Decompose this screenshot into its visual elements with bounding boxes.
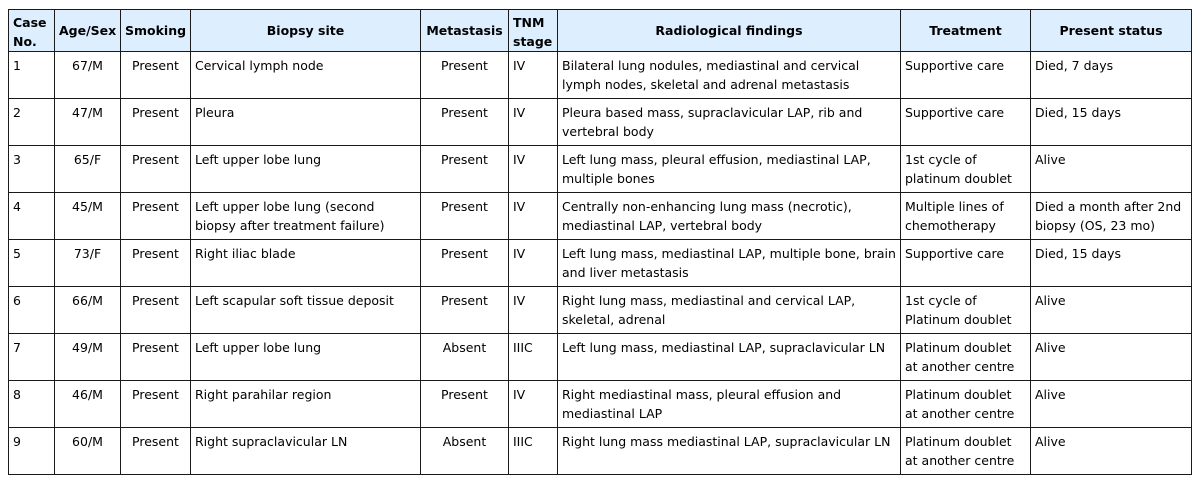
table-row: [9, 287, 1192, 334]
cell-treatment: Supportive care: [901, 240, 1031, 287]
cell-radiological-findings: Bilateral lung nodules, mediastinal and cervical lymph nodes, skeletal and adrenal metastasis: [558, 52, 901, 99]
header-radiological-findings: Radiological findings: [558, 10, 901, 52]
cell-present-status: Died a month after 2nd biopsy (OS, 23 mo): [1031, 193, 1192, 240]
cell-tnm-stage: IIIC: [509, 428, 558, 475]
cell-biopsy-site: Left scapular soft tissue deposit: [191, 287, 421, 334]
table-container: [8, 9, 1192, 475]
cell-radiological-findings: Right mediastinal mass, pleural effusion and mediastinal LAP: [558, 381, 901, 428]
cell-tnm-stage: IV: [509, 99, 558, 146]
cell-case: 6: [9, 287, 55, 334]
cell-treatment: Platinum doublet at another centre: [901, 334, 1031, 381]
cell-tnm-stage: IV: [509, 381, 558, 428]
cell-metastasis: Present: [421, 193, 509, 240]
table-body: [9, 52, 1192, 475]
cell-smoking: Present: [121, 146, 191, 193]
cell-case: 3: [9, 146, 55, 193]
table-row: [9, 146, 1192, 193]
header-metastasis: Metastasis: [421, 10, 509, 52]
cell-radiological-findings: Left lung mass, pleural effusion, mediastinal LAP, multiple bones: [558, 146, 901, 193]
cell-case: 7: [9, 334, 55, 381]
cell-present-status: Alive: [1031, 146, 1192, 193]
header-tnm-stage: TNM stage: [509, 10, 558, 52]
table-row: [9, 99, 1192, 146]
cell-metastasis: Present: [421, 99, 509, 146]
cell-present-status: Alive: [1031, 287, 1192, 334]
cell-age-sex: 65/F: [55, 146, 121, 193]
header-biopsy-site: Biopsy site: [191, 10, 421, 52]
cell-smoking: Present: [121, 99, 191, 146]
cell-present-status: Died, 15 days: [1031, 99, 1192, 146]
cell-smoking: Present: [121, 334, 191, 381]
cell-treatment: Platinum doublet at another centre: [901, 381, 1031, 428]
header-present-status: Present status: [1031, 10, 1192, 52]
cell-biopsy-site: Right parahilar region: [191, 381, 421, 428]
cell-tnm-stage: IV: [509, 52, 558, 99]
cell-case: 4: [9, 193, 55, 240]
cell-radiological-findings: Right lung mass, mediastinal and cervical LAP, skeletal, adrenal: [558, 287, 901, 334]
cell-treatment: Supportive care: [901, 99, 1031, 146]
cell-age-sex: 67/M: [55, 52, 121, 99]
cell-treatment: Supportive care: [901, 52, 1031, 99]
cell-smoking: Present: [121, 287, 191, 334]
cell-radiological-findings: Left lung mass, mediastinal LAP, supraclavicular LN: [558, 334, 901, 381]
cell-metastasis: Absent: [421, 334, 509, 381]
cell-tnm-stage: IV: [509, 193, 558, 240]
header-smoking: Smoking: [121, 10, 191, 52]
cell-case: 5: [9, 240, 55, 287]
table-row: [9, 428, 1192, 475]
cell-case: 8: [9, 381, 55, 428]
cell-biopsy-site: Right supraclavicular LN: [191, 428, 421, 475]
cell-smoking: Present: [121, 52, 191, 99]
cell-case: 2: [9, 99, 55, 146]
cell-radiological-findings: Pleura based mass, supraclavicular LAP, rib and vertebral body: [558, 99, 901, 146]
cell-radiological-findings: Left lung mass, mediastinal LAP, multiple bone, brain and liver metastasis: [558, 240, 901, 287]
cell-metastasis: Present: [421, 240, 509, 287]
cell-smoking: Present: [121, 193, 191, 240]
cell-age-sex: 66/M: [55, 287, 121, 334]
cell-biopsy-site: Cervical lymph node: [191, 52, 421, 99]
cell-metastasis: Present: [421, 52, 509, 99]
cell-smoking: Present: [121, 381, 191, 428]
cell-metastasis: Absent: [421, 428, 509, 475]
cell-age-sex: 46/M: [55, 381, 121, 428]
cell-biopsy-site: Left upper lobe lung (second biopsy after treatment failure): [191, 193, 421, 240]
cell-age-sex: 73/F: [55, 240, 121, 287]
cell-tnm-stage: IIIC: [509, 334, 558, 381]
cell-present-status: Died, 15 days: [1031, 240, 1192, 287]
cell-tnm-stage: IV: [509, 287, 558, 334]
cell-treatment: Platinum doublet at another centre: [901, 428, 1031, 475]
table-row: [9, 334, 1192, 381]
cell-biopsy-site: Left upper lobe lung: [191, 334, 421, 381]
cell-tnm-stage: IV: [509, 146, 558, 193]
cell-case: 9: [9, 428, 55, 475]
cell-age-sex: 45/M: [55, 193, 121, 240]
cell-age-sex: 47/M: [55, 99, 121, 146]
header-treatment: Treatment: [901, 10, 1031, 52]
header-case: Case No.: [9, 10, 55, 52]
cell-treatment: 1st cycle of platinum doublet: [901, 146, 1031, 193]
cell-biopsy-site: Right iliac blade: [191, 240, 421, 287]
table-row: [9, 240, 1192, 287]
table-row: [9, 193, 1192, 240]
cell-metastasis: Present: [421, 287, 509, 334]
cell-present-status: Died, 7 days: [1031, 52, 1192, 99]
header-row: [9, 10, 1192, 52]
cell-treatment: 1st cycle of Platinum doublet: [901, 287, 1031, 334]
cell-age-sex: 49/M: [55, 334, 121, 381]
table-row: [9, 381, 1192, 428]
cell-radiological-findings: Centrally non-enhancing lung mass (necrotic), mediastinal LAP, vertebral body: [558, 193, 901, 240]
cell-present-status: Alive: [1031, 428, 1192, 475]
cell-biopsy-site: Pleura: [191, 99, 421, 146]
cell-radiological-findings: Right lung mass mediastinal LAP, supraclavicular LN: [558, 428, 901, 475]
cell-smoking: Present: [121, 240, 191, 287]
cell-metastasis: Present: [421, 381, 509, 428]
cell-present-status: Alive: [1031, 334, 1192, 381]
cell-biopsy-site: Left upper lobe lung: [191, 146, 421, 193]
case-table: [8, 9, 1192, 475]
cell-age-sex: 60/M: [55, 428, 121, 475]
header-age-sex: Age/Sex: [55, 10, 121, 52]
cell-case: 1: [9, 52, 55, 99]
cell-smoking: Present: [121, 428, 191, 475]
cell-metastasis: Present: [421, 146, 509, 193]
cell-treatment: Multiple lines of chemotherapy: [901, 193, 1031, 240]
table-row: [9, 52, 1192, 99]
cell-tnm-stage: IV: [509, 240, 558, 287]
cell-present-status: Alive: [1031, 381, 1192, 428]
